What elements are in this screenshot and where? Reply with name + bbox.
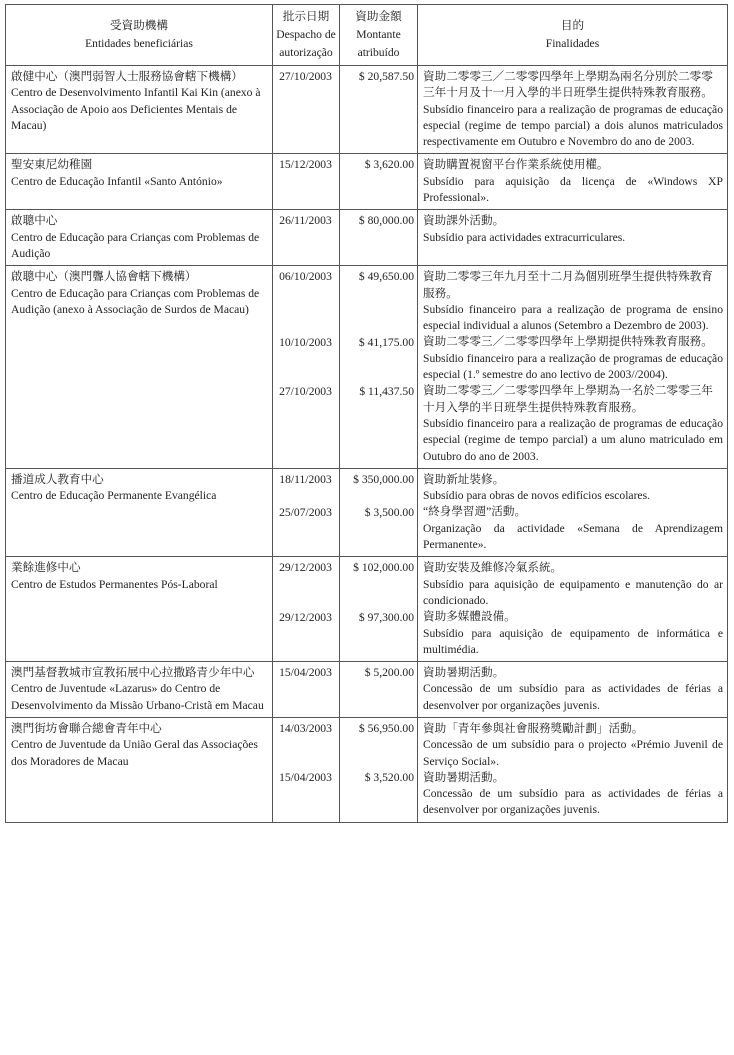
purpose-pt: Organização da actividade «Semana de Aprendizagem Permanente». bbox=[423, 521, 723, 552]
grant-date: 29/12/2003 bbox=[279, 561, 332, 575]
purpose-pt: Subsídio financeiro para a realização de programas de educação especial (regime de tempo parcial) a um aluno matriculado em Outubro do ano de 2003. bbox=[423, 416, 723, 463]
entity-name-pt: Centro de Educação Infantil «Santo António» bbox=[11, 174, 223, 188]
grant-date: 15/04/2003 bbox=[279, 666, 332, 680]
date-cell bbox=[273, 266, 340, 469]
grant-amount: $ 11,437.50 bbox=[359, 384, 414, 398]
purpose-cn: 資助暑期活動。 bbox=[423, 666, 505, 680]
grant-date: 25/07/2003 bbox=[279, 506, 332, 520]
entity-name-cn: 澳門基督教城市宣教拓展中心拉撒路青少年中心 bbox=[11, 666, 255, 680]
amount-cell bbox=[340, 266, 418, 469]
purpose-block bbox=[423, 665, 723, 714]
date-cell bbox=[273, 717, 340, 822]
grant-amount: $ 97,300.00 bbox=[358, 610, 414, 624]
grant-amount: $ 102,000.00 bbox=[353, 561, 414, 575]
header-purpose bbox=[418, 5, 728, 66]
purpose-pt: Subsídio para aquisição de equipamento e manutenção do ar condicionado. bbox=[423, 577, 723, 607]
purpose-cn: 資助新址裝修。 bbox=[423, 472, 505, 486]
header-date-cn: 批示日期 bbox=[282, 10, 330, 23]
entity-cell bbox=[6, 66, 273, 154]
purpose-pt: Subsídio para aquisição de equipamento de informática e multimédia. bbox=[423, 626, 723, 656]
grant-amount: $ 3,520.00 bbox=[364, 771, 414, 785]
purpose-block bbox=[423, 157, 723, 206]
purpose-cn: 資助「青年參與社會服務獎勵計劃」活動。 bbox=[423, 721, 644, 735]
header-entities bbox=[6, 5, 273, 66]
purpose-cell bbox=[418, 468, 728, 556]
amount-cell bbox=[340, 557, 418, 662]
purpose-cn: 資助安裝及維修冷氣系統。 bbox=[423, 561, 563, 575]
entity-name-pt: Centro de Educação para Crianças com Problemas de Audição bbox=[11, 230, 260, 260]
purpose-block bbox=[423, 69, 723, 150]
grant-date: 15/04/2003 bbox=[279, 771, 332, 785]
date-cell bbox=[273, 662, 340, 718]
purpose-pt: Subsídio para obras de novos edifícios escolares. bbox=[423, 489, 650, 503]
purpose-cn: 資助二零零三／二零零四學年上學期為兩名分別於二零零三年十月及十一月入學的半日班學生提供特殊教育服務。 bbox=[423, 70, 713, 100]
grant-amount: $ 350,000.00 bbox=[353, 472, 414, 486]
purpose-pt: Subsídio financeiro para a realização de programas de educação especial (regime de tempo parcial) a dois alunos matriculados respectivamente em Outubro e Novembro do ano de 2003. bbox=[423, 102, 723, 149]
table-header-row bbox=[6, 5, 728, 66]
table-body bbox=[6, 66, 728, 823]
subsidy-table bbox=[5, 4, 728, 823]
amount-cell bbox=[340, 662, 418, 718]
purpose-cn: 資助二零零三／二零零四學年上學期為一名於二零零三年十月入學的半日班學生提供特殊教育服務。 bbox=[423, 384, 713, 414]
entity-name-cn: 澳門街坊會聯合總會青年中心 bbox=[11, 721, 162, 735]
entity-name-cn: 聖安東尼幼稚園 bbox=[11, 158, 93, 172]
purpose-block bbox=[423, 770, 723, 819]
grant-amount: $ 20,587.50 bbox=[358, 70, 414, 83]
entity-cell bbox=[6, 468, 273, 556]
purpose-cell bbox=[418, 210, 728, 266]
purpose-block bbox=[423, 472, 723, 505]
grant-date: 27/10/2003 bbox=[279, 70, 332, 83]
header-entities-pt: Entidades beneficiárias bbox=[85, 37, 193, 50]
grant-amount: $ 5,200.00 bbox=[364, 666, 414, 680]
table-row bbox=[6, 210, 728, 266]
purpose-cn: 資助二零零三年九月至十二月為個別班學生提供特殊教育服務。 bbox=[423, 270, 713, 300]
header-amount-cn: 資助金額 bbox=[355, 10, 402, 23]
purpose-pt: Concessão de um subsídio para as actividades de férias a desenvolver por organizações juvenis. bbox=[423, 682, 723, 712]
table-row bbox=[6, 468, 728, 556]
purpose-pt: Concessão de um subsídio para as actividades de férias a desenvolver por organizações juvenis. bbox=[423, 787, 723, 817]
entity-name-cn: 啟健中心（澳門弱智人士服務協會轄下機構） bbox=[11, 70, 243, 83]
date-cell bbox=[273, 154, 340, 210]
date-cell bbox=[273, 557, 340, 662]
purpose-pt: Subsídio financeiro para a realização de programa de ensino especial individual a alunos (Setembro a Dezembro de 2003). bbox=[423, 302, 723, 333]
entity-name-pt: Centro de Desenvolvimento Infantil Kai Kin (anexo à Associação de Apoio aos Deficientes Mentais de Macau) bbox=[11, 86, 261, 132]
purpose-block bbox=[423, 504, 723, 553]
purpose-block bbox=[423, 269, 723, 334]
purpose-cn: 資助暑期活動。 bbox=[423, 770, 505, 784]
purpose-pt: Subsídio financeiro para a realização de programas de educação especial (1.º semestre do ano lectivo de 2003//2004). bbox=[423, 351, 723, 382]
amount-cell bbox=[340, 468, 418, 556]
entity-cell bbox=[6, 662, 273, 718]
entity-name-pt: Centro de Educação para Crianças com Problemas de Audição (anexo à Associação de Surdos de Macau) bbox=[11, 286, 260, 316]
grant-amount: $ 3,500.00 bbox=[364, 506, 414, 520]
header-purpose-pt: Finalidades bbox=[545, 37, 600, 50]
entity-cell bbox=[6, 266, 273, 469]
entity-name-pt: Centro de Estudos Permanentes Pós-Laboral bbox=[11, 577, 218, 591]
entity-name-cn: 播道成人教育中心 bbox=[11, 472, 104, 486]
grant-date: 18/11/2003 bbox=[279, 472, 332, 486]
amount-cell bbox=[340, 717, 418, 822]
amount-cell bbox=[340, 210, 418, 266]
header-purpose-cn: 目的 bbox=[560, 19, 585, 32]
date-cell bbox=[273, 66, 340, 154]
date-cell bbox=[273, 468, 340, 556]
purpose-cn: 資助課外活動。 bbox=[423, 214, 505, 228]
grant-amount: $ 3,620.00 bbox=[364, 158, 414, 172]
amount-cell bbox=[340, 154, 418, 210]
grant-amount: $ 56,950.00 bbox=[358, 721, 414, 735]
table-row bbox=[6, 717, 728, 822]
table-row bbox=[6, 662, 728, 718]
entity-cell bbox=[6, 557, 273, 662]
entity-name-pt: Centro de Juventude «Lazarus» do Centro de Desenvolvimento da Missão Urbano-Cristã em Macau bbox=[11, 682, 264, 712]
entity-name-pt: Centro de Educação Permanente Evangélica bbox=[11, 489, 217, 503]
grant-date: 26/11/2003 bbox=[279, 214, 332, 228]
purpose-cn: 資助多媒體設備。 bbox=[423, 610, 516, 624]
entity-name-cn: 啟聰中心 bbox=[11, 214, 58, 228]
purpose-block bbox=[423, 334, 723, 383]
purpose-pt: Subsídio para aquisição da licença de «Windows XP Professional». bbox=[423, 174, 723, 205]
purpose-cn: “終身學習週”活動。 bbox=[423, 505, 527, 519]
purpose-cell bbox=[418, 557, 728, 662]
purpose-block bbox=[423, 560, 723, 609]
header-date bbox=[273, 5, 340, 66]
purpose-cell bbox=[418, 662, 728, 718]
purpose-cn: 資助二零零三／二零零四學年上學期提供特殊教育服務。 bbox=[423, 335, 713, 349]
purpose-cell bbox=[418, 266, 728, 469]
grant-amount: $ 41,175.00 bbox=[358, 335, 414, 349]
purpose-cell bbox=[418, 154, 728, 210]
grant-amount: $ 80,000.00 bbox=[358, 214, 414, 228]
grant-date: 10/10/2003 bbox=[279, 335, 332, 349]
table-row bbox=[6, 154, 728, 210]
purpose-cn: 資助購置視窗平台作業系統使用權。 bbox=[423, 158, 609, 172]
grant-date: 06/10/2003 bbox=[279, 270, 332, 284]
entity-cell bbox=[6, 717, 273, 822]
date-cell bbox=[273, 210, 340, 266]
grant-date: 15/12/2003 bbox=[279, 158, 332, 172]
purpose-cell bbox=[418, 66, 728, 154]
header-amount bbox=[340, 5, 418, 66]
purpose-block bbox=[423, 383, 723, 464]
entity-name-pt: Centro de Juventude da União Geral das Associações dos Moradores de Macau bbox=[11, 738, 258, 768]
purpose-pt: Concessão de um subsídio para o projecto «Prémio Juvenil de Serviço Social». bbox=[423, 738, 723, 768]
header-date-pt: Despacho de autorização bbox=[276, 28, 336, 59]
purpose-block bbox=[423, 213, 723, 246]
grant-date: 27/10/2003 bbox=[279, 384, 332, 398]
grant-amount: $ 49,650.00 bbox=[358, 270, 414, 284]
grant-date: 14/03/2003 bbox=[279, 721, 332, 735]
table-row bbox=[6, 557, 728, 662]
entity-name-cn: 業餘進修中心 bbox=[11, 561, 81, 575]
entity-cell bbox=[6, 210, 273, 266]
header-entities-cn: 受資助機構 bbox=[110, 19, 168, 32]
header-amount-pt: Montante atribuído bbox=[356, 28, 401, 59]
purpose-pt: Subsídio para actividades extracurriculares. bbox=[423, 230, 626, 244]
entity-cell bbox=[6, 154, 273, 210]
grant-date: 29/12/2003 bbox=[279, 610, 332, 624]
purpose-cell bbox=[418, 717, 728, 822]
purpose-block bbox=[423, 721, 723, 770]
table-row bbox=[6, 66, 728, 154]
purpose-block bbox=[423, 609, 723, 658]
table-row bbox=[6, 266, 728, 469]
entity-name-cn: 啟聰中心（澳門聾人協會轄下機構） bbox=[11, 270, 197, 284]
amount-cell bbox=[340, 66, 418, 154]
